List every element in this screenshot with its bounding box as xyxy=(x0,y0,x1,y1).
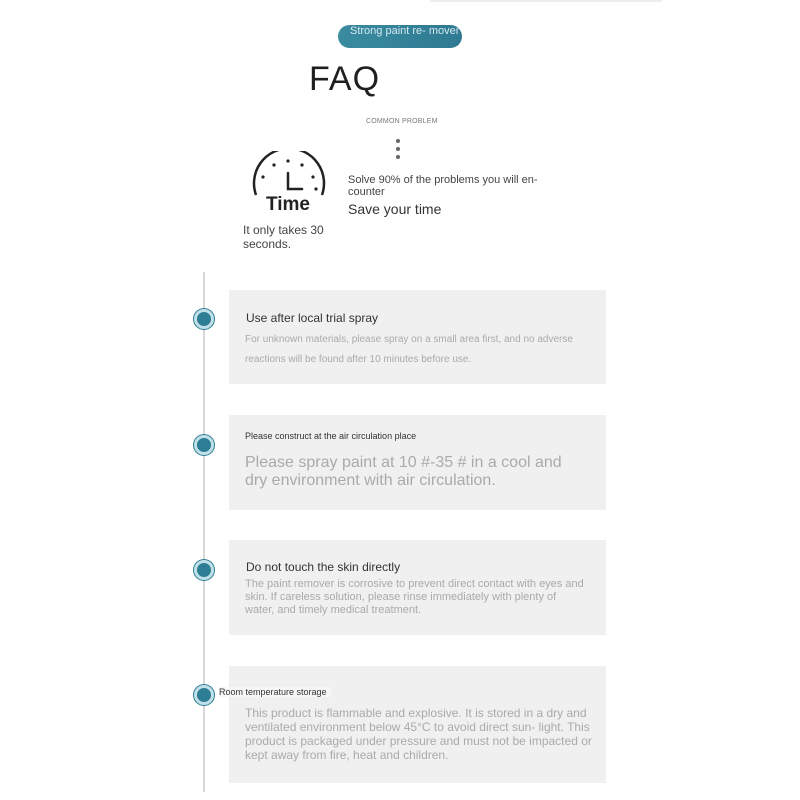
timeline-node xyxy=(194,685,214,705)
save-time-text: Save your time xyxy=(348,201,442,217)
timeline-node xyxy=(194,560,214,580)
faq-body: For unknown materials, please spray on a small area first, and no adverse reactions will be found after 10 minutes before use. xyxy=(245,334,573,365)
faq-title: Use after local trial spray xyxy=(246,311,379,325)
timeline-node xyxy=(194,435,214,455)
faq-body: This product is flammable and explosive. It is stored in a dry and ventilated environment below 45°C to avoid direct sun- light. This product is packaged under pressure and must not be impacted or kept away from fire, heat and children. xyxy=(245,706,592,762)
page-title: FAQ xyxy=(309,60,381,98)
faq-card xyxy=(229,415,606,510)
faq-title: Do not touch the skin directly xyxy=(246,560,401,574)
timeline-line xyxy=(203,272,205,792)
vertical-dots-icon xyxy=(396,139,402,163)
top-divider xyxy=(430,0,662,2)
faq-title: Room temperature storage xyxy=(219,687,331,697)
time-caption: It only takes 30 seconds. xyxy=(243,223,324,251)
faq-title: Please construct at the air circulation place xyxy=(245,431,417,441)
timeline-node xyxy=(194,309,214,329)
faq-card xyxy=(229,666,606,783)
page-subtitle: COMMON PROBLEM xyxy=(366,118,438,125)
faq-card xyxy=(229,290,606,384)
solve-text: Solve 90% of the problems you will en- counter xyxy=(348,174,538,198)
product-badge: Strong paint re- mover xyxy=(338,25,462,48)
clock-label: Time xyxy=(266,194,311,215)
faq-body: The paint remover is corrosive to prevent direct contact with eyes and skin. If careless solution, please rinse immediately with plenty of water, and timely medical treatment. xyxy=(245,578,584,616)
faq-card xyxy=(229,540,606,635)
faq-body: Please spray paint at 10 #-35 # in a cool and dry environment with air circulation. xyxy=(245,454,562,489)
